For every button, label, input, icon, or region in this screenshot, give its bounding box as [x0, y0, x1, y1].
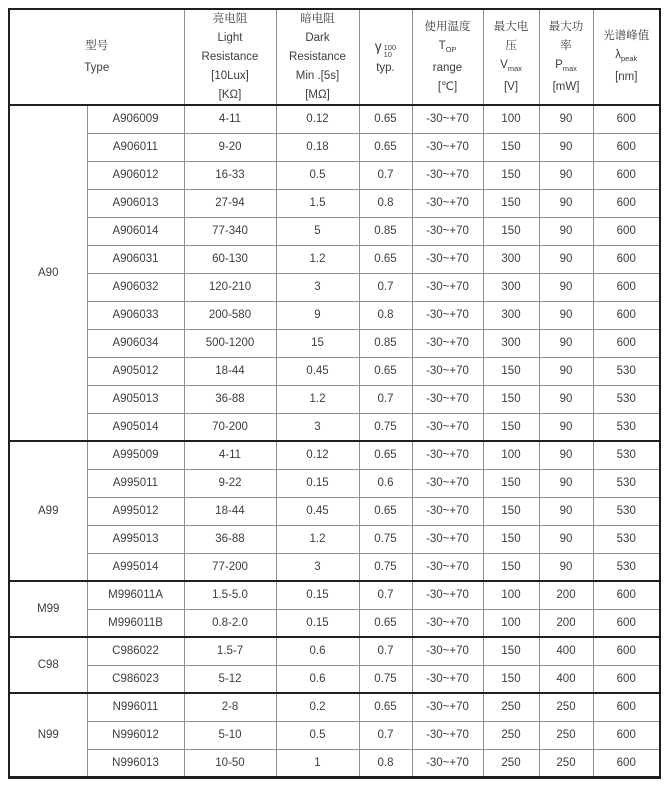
cell-gamma: 0.8 [359, 301, 412, 329]
header-line [202, 48, 259, 67]
cell-light: 120-210 [184, 273, 276, 301]
cell-pmax: 90 [539, 245, 593, 273]
cell-peak: 600 [593, 217, 660, 245]
cell-vmax: 150 [483, 189, 539, 217]
cell-dark: 0.15 [276, 581, 359, 609]
table-row [9, 441, 660, 469]
cell-model: M996011A [87, 581, 184, 609]
cell-light: 0.8-2.0 [184, 609, 276, 637]
cell-light: 9-20 [184, 133, 276, 161]
cell-model: M996011B [87, 609, 184, 637]
table-row [9, 273, 660, 301]
table-row [9, 161, 660, 189]
cell-light: 200-580 [184, 301, 276, 329]
cell-pmax: 250 [539, 721, 593, 749]
cell-light: 60-130 [184, 245, 276, 273]
cell-pmax: 90 [539, 525, 593, 553]
cell-gamma: 0.65 [359, 245, 412, 273]
type-header [9, 9, 184, 105]
cell-model: A906012 [87, 161, 184, 189]
cell-vmax: 150 [483, 525, 539, 553]
cell-gamma: 0.75 [359, 665, 412, 693]
cell-dark: 0.12 [276, 441, 359, 469]
cell-temp: -30~+70 [412, 441, 483, 469]
header-subscript: peak [620, 54, 638, 63]
cell-peak: 530 [593, 525, 660, 553]
header-text: 压 [505, 39, 517, 52]
cell-model: A995013 [87, 525, 184, 553]
cell-peak: 600 [593, 105, 660, 133]
cell-dark: 15 [276, 329, 359, 357]
header-text: Resistance [201, 50, 259, 63]
cell-dark: 0.45 [276, 497, 359, 525]
cell-temp: -30~+70 [412, 161, 483, 189]
cell-dark: 0.15 [276, 609, 359, 637]
cell-vmax: 150 [483, 553, 539, 581]
cell-gamma: 0.65 [359, 497, 412, 525]
cell-pmax: 90 [539, 497, 593, 525]
cell-gamma: 0.65 [359, 357, 412, 385]
header-text: λ [615, 49, 621, 61]
cell-peak: 600 [593, 665, 660, 693]
cell-temp: -30~+70 [412, 301, 483, 329]
cell-vmax: 300 [483, 245, 539, 273]
cell-model: A906034 [87, 329, 184, 357]
cell-model: A995009 [87, 441, 184, 469]
header-line [505, 37, 517, 56]
cell-vmax: 300 [483, 301, 539, 329]
max-power-header [539, 9, 593, 105]
cell-light: 36-88 [184, 525, 276, 553]
cell-peak: 530 [593, 357, 660, 385]
header-text: T [438, 39, 446, 52]
cell-temp: -30~+70 [412, 581, 483, 609]
cell-light: 18-44 [184, 357, 276, 385]
cell-gamma: 0.85 [359, 329, 412, 357]
operating-temp-header [412, 9, 483, 105]
cell-vmax: 300 [483, 273, 539, 301]
cell-light: 36-88 [184, 385, 276, 413]
cell-dark: 9 [276, 301, 359, 329]
cell-model: A905014 [87, 413, 184, 441]
cell-vmax: 100 [483, 609, 539, 637]
cell-gamma: 0.7 [359, 161, 412, 189]
cell-light: 18-44 [184, 497, 276, 525]
table-row [9, 189, 660, 217]
cell-light: 4-11 [184, 441, 276, 469]
header-text: [KΩ] [218, 88, 242, 101]
cell-temp: -30~+70 [412, 105, 483, 133]
cell-peak: 600 [593, 189, 660, 217]
group-label: M99 [9, 581, 87, 637]
cell-temp: -30~+70 [412, 245, 483, 273]
cell-light: 2-8 [184, 693, 276, 721]
type-header-line: 型号 [85, 40, 109, 52]
cell-vmax: 150 [483, 497, 539, 525]
cell-peak: 530 [593, 469, 660, 497]
cell-light: 70-200 [184, 413, 276, 441]
cell-peak: 600 [593, 749, 660, 777]
cell-temp: -30~+70 [412, 385, 483, 413]
cell-light: 16-33 [184, 161, 276, 189]
cell-temp: -30~+70 [412, 189, 483, 217]
cell-gamma: 0.8 [359, 749, 412, 777]
cell-dark: 0.45 [276, 357, 359, 385]
cell-model: A995011 [87, 469, 184, 497]
cell-model: A906031 [87, 245, 184, 273]
cell-temp: -30~+70 [412, 525, 483, 553]
cell-pmax: 250 [539, 693, 593, 721]
cell-pmax: 90 [539, 329, 593, 357]
cell-dark: 0.2 [276, 693, 359, 721]
cell-model: A995012 [87, 497, 184, 525]
table-row [9, 721, 660, 749]
cell-pmax: 90 [539, 161, 593, 189]
header-line [305, 29, 329, 48]
light-resistance-header [184, 9, 276, 105]
cell-pmax: 90 [539, 413, 593, 441]
cell-vmax: 100 [483, 441, 539, 469]
cell-model: A905013 [87, 385, 184, 413]
cell-pmax: 90 [539, 217, 593, 245]
cell-model: A906033 [87, 301, 184, 329]
cell-gamma: 0.65 [359, 105, 412, 133]
cell-pmax: 400 [539, 665, 593, 693]
group-label: C98 [9, 637, 87, 693]
table-row [9, 357, 660, 385]
header-line [438, 78, 457, 97]
cell-model: A995014 [87, 553, 184, 581]
cell-gamma: 0.65 [359, 441, 412, 469]
cell-dark: 1.2 [276, 525, 359, 553]
header-subscript: max [507, 63, 522, 73]
cell-dark: 0.18 [276, 133, 359, 161]
cell-pmax: 90 [539, 441, 593, 469]
header-text: Resistance [289, 50, 346, 63]
cell-pmax: 90 [539, 105, 593, 133]
cell-gamma: 0.8 [359, 189, 412, 217]
cell-peak: 600 [593, 721, 660, 749]
cell-peak: 600 [593, 581, 660, 609]
table-row [9, 749, 660, 777]
cell-peak: 600 [593, 609, 660, 637]
cell-temp: -30~+70 [412, 497, 483, 525]
cell-model: A906013 [87, 189, 184, 217]
peak-wavelength-header [593, 9, 660, 105]
cell-dark: 3 [276, 553, 359, 581]
cell-gamma: 0.85 [359, 217, 412, 245]
header-text: P [555, 58, 563, 71]
cell-gamma: 0.7 [359, 273, 412, 301]
cell-peak: 600 [593, 133, 660, 161]
header-line [433, 59, 462, 78]
cell-light: 77-340 [184, 217, 276, 245]
cell-pmax: 90 [539, 189, 593, 217]
header-text: V [500, 58, 508, 71]
cell-dark: 0.6 [276, 637, 359, 665]
header-line [300, 10, 335, 29]
cell-peak: 600 [593, 693, 660, 721]
gamma-fraction [384, 44, 397, 59]
header-text: 最大功 [548, 20, 584, 33]
cell-light: 9-22 [184, 469, 276, 497]
cell-model: A905012 [87, 357, 184, 385]
cell-pmax: 400 [539, 637, 593, 665]
cell-model: N996012 [87, 721, 184, 749]
cell-pmax: 90 [539, 357, 593, 385]
cell-peak: 600 [593, 301, 660, 329]
table-row [9, 693, 660, 721]
group-label: N99 [9, 693, 87, 777]
cell-vmax: 150 [483, 217, 539, 245]
table-row [9, 385, 660, 413]
cell-dark: 3 [276, 273, 359, 301]
cell-dark: 1 [276, 749, 359, 777]
cell-gamma: 0.7 [359, 637, 412, 665]
cell-peak: 530 [593, 497, 660, 525]
header-subscript: max [562, 63, 577, 73]
header-text: [MΩ] [305, 88, 330, 101]
header-text: 使用温度 [424, 20, 471, 33]
header-line [549, 18, 584, 37]
cell-dark: 0.12 [276, 105, 359, 133]
cell-vmax: 250 [483, 749, 539, 777]
table-row [9, 133, 660, 161]
cell-model: A906009 [87, 105, 184, 133]
header-line [439, 37, 457, 59]
cell-dark: 5 [276, 217, 359, 245]
header-line [615, 68, 637, 87]
cell-vmax: 150 [483, 637, 539, 665]
cell-model: N996013 [87, 749, 184, 777]
header-text: Min .[5s] [295, 69, 340, 82]
cell-light: 10-50 [184, 749, 276, 777]
type-header-line: Type [84, 62, 110, 74]
header-line [560, 37, 572, 56]
cell-dark: 0.5 [276, 161, 359, 189]
cell-pmax: 90 [539, 133, 593, 161]
table-row [9, 105, 660, 133]
header-row [9, 9, 660, 105]
cell-model: C986022 [87, 637, 184, 665]
cell-model: A906032 [87, 273, 184, 301]
cell-gamma: 0.75 [359, 413, 412, 441]
cell-temp: -30~+70 [412, 413, 483, 441]
table-header [9, 9, 660, 105]
header-line [494, 18, 529, 37]
header-line [425, 18, 471, 37]
cell-peak: 600 [593, 273, 660, 301]
cell-vmax: 150 [483, 357, 539, 385]
header-subscript: OP [445, 44, 457, 54]
cell-gamma: 0.75 [359, 553, 412, 581]
header-line [211, 67, 249, 86]
cell-peak: 600 [593, 245, 660, 273]
cell-peak: 530 [593, 441, 660, 469]
table-row [9, 665, 660, 693]
table-row [9, 497, 660, 525]
cell-light: 1.5-7 [184, 637, 276, 665]
cell-gamma: 0.75 [359, 525, 412, 553]
cell-gamma: 0.7 [359, 581, 412, 609]
cell-vmax: 150 [483, 413, 539, 441]
photoresistor-spec-table [8, 8, 661, 779]
table-row [9, 329, 660, 357]
table-row [9, 581, 660, 609]
cell-gamma: 0.7 [359, 721, 412, 749]
cell-light: 4-11 [184, 105, 276, 133]
table-body [9, 105, 660, 777]
cell-gamma: 0.7 [359, 385, 412, 413]
cell-temp: -30~+70 [412, 553, 483, 581]
cell-gamma: 0.65 [359, 693, 412, 721]
header-text: 最大电 [493, 20, 529, 33]
table-row [9, 469, 660, 497]
header-text: 光谱峰值 [603, 30, 650, 42]
cell-temp: -30~+70 [412, 329, 483, 357]
header-text: typ. [376, 61, 395, 74]
header-text: [mW] [552, 80, 580, 93]
cell-light: 1.5-5.0 [184, 581, 276, 609]
header-line [504, 78, 518, 97]
cell-model: A906011 [87, 133, 184, 161]
cell-temp: -30~+70 [412, 749, 483, 777]
cell-vmax: 150 [483, 133, 539, 161]
header-line [615, 46, 637, 68]
cell-dark: 0.15 [276, 469, 359, 497]
header-line [376, 59, 395, 78]
header-text: Dark [305, 31, 330, 44]
dark-resistance-header [276, 9, 359, 105]
header-line [603, 27, 649, 46]
cell-peak: 530 [593, 553, 660, 581]
cell-dark: 1.2 [276, 385, 359, 413]
cell-temp: -30~+70 [412, 217, 483, 245]
cell-light: 500-1200 [184, 329, 276, 357]
table-row [9, 413, 660, 441]
header-line [296, 67, 339, 86]
cell-temp: -30~+70 [412, 469, 483, 497]
cell-gamma: 0.65 [359, 609, 412, 637]
cell-temp: -30~+70 [412, 133, 483, 161]
cell-pmax: 90 [539, 553, 593, 581]
cell-gamma: 0.6 [359, 469, 412, 497]
cell-vmax: 150 [483, 161, 539, 189]
cell-dark: 1.5 [276, 189, 359, 217]
cell-dark: 3 [276, 413, 359, 441]
header-text: 暗电阻 [300, 12, 335, 25]
cell-peak: 600 [593, 161, 660, 189]
header-line [500, 56, 522, 78]
cell-pmax: 200 [539, 581, 593, 609]
header-text: range [432, 61, 463, 74]
cell-pmax: 90 [539, 469, 593, 497]
header-text: Light [217, 31, 243, 44]
cell-temp: -30~+70 [412, 357, 483, 385]
gamma-header [359, 9, 412, 105]
group-label: A90 [9, 105, 87, 441]
header-text: [10Lux] [211, 69, 249, 82]
header-text: [V] [503, 80, 519, 93]
cell-vmax: 150 [483, 385, 539, 413]
gamma-fraction-part: 10 [383, 50, 392, 59]
cell-peak: 600 [593, 637, 660, 665]
table-row [9, 245, 660, 273]
header-line [305, 86, 330, 105]
cell-temp: -30~+70 [412, 609, 483, 637]
header-line [553, 78, 580, 97]
header-line [289, 48, 346, 67]
cell-pmax: 250 [539, 749, 593, 777]
cell-gamma: 0.65 [359, 133, 412, 161]
cell-temp: -30~+70 [412, 273, 483, 301]
header-text: [nm] [615, 71, 638, 83]
cell-dark: 0.6 [276, 665, 359, 693]
cell-pmax: 90 [539, 301, 593, 329]
header-line [219, 86, 242, 105]
cell-vmax: 300 [483, 329, 539, 357]
cell-pmax: 200 [539, 609, 593, 637]
cell-light: 27-94 [184, 189, 276, 217]
cell-dark: 1.2 [276, 245, 359, 273]
cell-pmax: 90 [539, 273, 593, 301]
cell-model: C986023 [87, 665, 184, 693]
cell-vmax: 250 [483, 693, 539, 721]
table-row [9, 553, 660, 581]
cell-temp: -30~+70 [412, 665, 483, 693]
max-voltage-header [483, 9, 539, 105]
cell-dark: 0.5 [276, 721, 359, 749]
group-label: A99 [9, 441, 87, 581]
table-row [9, 609, 660, 637]
header-text: 亮电阻 [212, 12, 248, 25]
table-row [9, 637, 660, 665]
cell-model: A906014 [87, 217, 184, 245]
header-line [213, 10, 248, 29]
table-row [9, 301, 660, 329]
cell-vmax: 250 [483, 721, 539, 749]
cell-peak: 530 [593, 413, 660, 441]
cell-vmax: 150 [483, 469, 539, 497]
cell-temp: -30~+70 [412, 721, 483, 749]
cell-vmax: 100 [483, 581, 539, 609]
table-row [9, 217, 660, 245]
header-line [375, 37, 396, 59]
cell-vmax: 150 [483, 665, 539, 693]
header-line [218, 29, 243, 48]
header-text: [℃] [437, 80, 458, 93]
cell-temp: -30~+70 [412, 637, 483, 665]
cell-light: 5-10 [184, 721, 276, 749]
cell-peak: 600 [593, 329, 660, 357]
gamma-fraction-part: 100 [383, 42, 397, 52]
cell-pmax: 90 [539, 385, 593, 413]
cell-light: 77-200 [184, 553, 276, 581]
cell-temp: -30~+70 [412, 693, 483, 721]
header-line [555, 56, 577, 78]
cell-light: 5-12 [184, 665, 276, 693]
cell-vmax: 100 [483, 105, 539, 133]
header-text: γ [374, 38, 382, 54]
cell-model: N996011 [87, 693, 184, 721]
cell-peak: 530 [593, 385, 660, 413]
header-text: 率 [560, 39, 572, 52]
table-row [9, 525, 660, 553]
